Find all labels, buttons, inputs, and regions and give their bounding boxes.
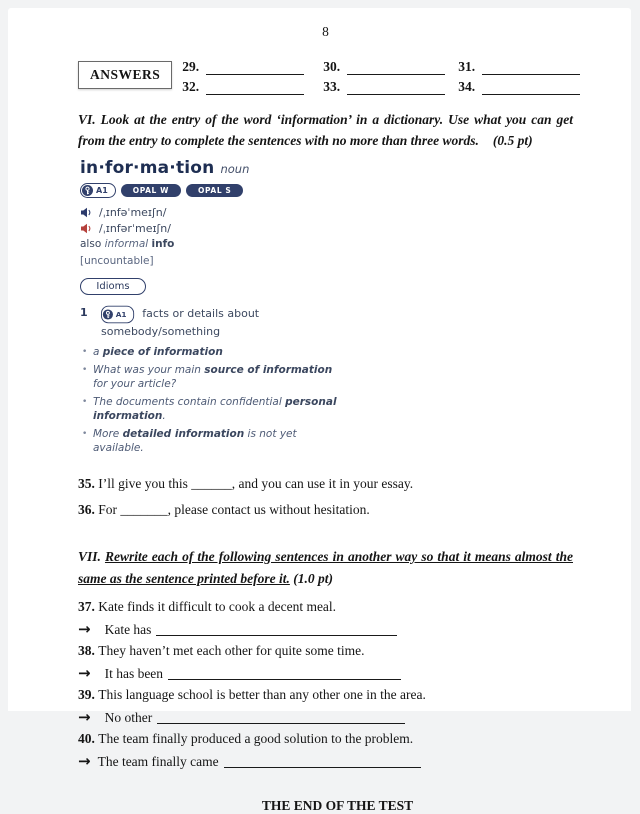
- sense-number: 1: [80, 306, 88, 319]
- bullet-icon: •: [82, 365, 88, 375]
- answer-cell: [458, 79, 580, 95]
- example-text: .: [162, 410, 166, 422]
- rewrite-blank-line: [157, 710, 405, 724]
- rewrite-answer-line: [78, 662, 573, 684]
- rewrite-item: [78, 684, 573, 728]
- rewrite-answer-line: [78, 706, 573, 728]
- rewrite-number: 40.: [78, 731, 99, 746]
- answer-blank-line: [482, 61, 580, 75]
- example-text: What was your main: [93, 364, 205, 376]
- rewrite-sentence-line: [78, 684, 573, 706]
- answer-blank-line: [206, 61, 304, 75]
- question-text: For _______, please contact us without hesitation.: [98, 502, 370, 517]
- rewrite-sentence-line: [78, 640, 573, 662]
- sense-level-badge: [101, 306, 134, 323]
- answers-row: [182, 75, 580, 95]
- level-badge-label: A1: [96, 186, 108, 195]
- answer-blank-line: [347, 81, 445, 95]
- level-badge: [80, 183, 116, 198]
- arrow-icon: →: [78, 620, 91, 638]
- section-vii-points: (1.0 pt): [293, 571, 333, 586]
- rewrite-sentence: Kate finds it difficult to cook a decent meal.: [98, 599, 337, 614]
- example-text: personal information: [93, 396, 337, 422]
- section-vii-label: VII.: [78, 549, 101, 564]
- example-text: source of information: [204, 364, 333, 376]
- end-of-test-label: THE END OF THE TEST: [261, 798, 414, 813]
- fill-questions: [78, 471, 573, 522]
- speaker-icon: [80, 207, 94, 218]
- example-text: is not yet available.: [93, 428, 297, 454]
- dictionary-example: [80, 427, 342, 455]
- answer-number: 30.: [323, 59, 341, 74]
- test-paper-page: [8, 8, 631, 813]
- question-text: I’ll give you this ______, and you can use it in your essay.: [98, 476, 414, 491]
- rewrite-blank-line: [156, 622, 397, 636]
- rewrite-stem: Kate has: [104, 622, 152, 637]
- sense-level-badge-label: A1: [115, 310, 127, 319]
- rewrite-sentence: This language school is better than any other one in the area.: [98, 687, 426, 702]
- register-label: informal: [104, 238, 149, 250]
- rewrite-answer-line: [78, 750, 573, 772]
- answer-cell: [323, 59, 445, 75]
- bullet-icon: •: [82, 429, 88, 439]
- answer-blank-line: [347, 61, 445, 75]
- answer-number: 32.: [182, 79, 200, 94]
- rewrite-item: [78, 596, 573, 640]
- answer-cell: [182, 79, 304, 95]
- fill-question: [78, 497, 573, 522]
- section-vii-text: Rewrite each of the following sentences in another way so that it means almost the same as the sentence printed before it.: [78, 549, 573, 586]
- rewrite-sentence-line: [78, 728, 573, 750]
- arrow-icon: →: [78, 708, 91, 726]
- sense-definition: facts or details about somebody/something: [101, 307, 260, 338]
- pronunciation-british: [80, 206, 342, 219]
- answer-cell: [458, 59, 580, 75]
- grammar-label: [uncountable]: [80, 255, 154, 267]
- ipa-british: /ˌɪnfəˈmeɪʃn/: [99, 206, 167, 219]
- key-icon: [103, 309, 113, 319]
- example-text: a: [93, 346, 103, 358]
- bullet-icon: •: [82, 397, 88, 407]
- answers-row: [182, 55, 580, 75]
- dictionary-example: [80, 395, 342, 423]
- rewrite-sentence-line: [78, 596, 573, 618]
- also-word: also: [80, 238, 102, 250]
- dictionary-headline: [80, 158, 342, 178]
- dictionary-example: [80, 345, 342, 359]
- page-number: 8: [322, 24, 329, 39]
- answer-number: 33.: [323, 79, 341, 94]
- short-form: info: [151, 238, 175, 250]
- section-vi-instruction: [78, 109, 573, 151]
- rewrite-blank-line: [168, 666, 401, 680]
- key-icon: [82, 185, 93, 196]
- rewrite-sentence: The team finally produced a good solution to the problem.: [98, 731, 414, 746]
- section-vii-instruction: [78, 546, 573, 590]
- rewrite-answer-line: [78, 618, 573, 640]
- fill-question: [78, 471, 573, 496]
- rewrite-questions: [78, 596, 573, 772]
- answer-number: 34.: [458, 79, 476, 94]
- speaker-icon: [80, 223, 94, 234]
- opal-w-badge: OPAL W: [121, 184, 181, 198]
- rewrite-item: [78, 640, 573, 684]
- rewrite-number: 38.: [78, 643, 99, 658]
- arrow-icon: →: [78, 664, 91, 682]
- example-text: detailed information: [122, 428, 245, 440]
- rewrite-stem: It has been: [104, 666, 164, 681]
- answers-section: [78, 55, 573, 95]
- pronunciation-american: [80, 222, 342, 235]
- answer-blank-line: [206, 81, 304, 95]
- idioms-button: Idioms: [80, 278, 146, 295]
- rewrite-item: [78, 728, 573, 772]
- rewrite-number: 37.: [78, 599, 99, 614]
- rewrite-sentence: They haven’t met each other for quite some time.: [98, 643, 365, 658]
- answer-number: 31.: [458, 59, 476, 74]
- answers-box-label: ANSWERS: [78, 61, 172, 89]
- rewrite-blank-line: [224, 754, 421, 768]
- answer-cell: [323, 79, 445, 95]
- example-text: More: [93, 428, 123, 440]
- section-vi-text: VI. Look at the entry of the word ‘information’ in a dictionary. Use what you can get from the entry to complete the sentences with no more than three words.: [78, 112, 573, 148]
- example-text: The documents contain confidential: [93, 396, 286, 408]
- dictionary-example: [80, 363, 342, 391]
- also-informal-line: [80, 238, 342, 250]
- answer-number: 29.: [182, 59, 200, 74]
- rewrite-number: 39.: [78, 687, 99, 702]
- question-number: 36.: [78, 502, 99, 517]
- bullet-icon: •: [82, 347, 88, 357]
- dictionary-badges: [80, 183, 342, 198]
- dictionary-headword: in·for·ma·tion: [80, 158, 215, 178]
- rewrite-stem: No other: [104, 710, 153, 725]
- ipa-american: /ˌɪnfərˈmeɪʃn/: [99, 222, 171, 235]
- section-vi-points: (0.5 pt): [492, 133, 533, 148]
- part-of-speech: noun: [220, 162, 250, 176]
- dict-examples: [80, 345, 342, 455]
- answers-grid: [182, 55, 580, 95]
- answer-blank-line: [482, 81, 580, 95]
- example-text: for your article?: [93, 378, 177, 390]
- sense-1: [80, 305, 342, 339]
- example-text: piece of information: [102, 346, 223, 358]
- answer-cell: [182, 59, 304, 75]
- rewrite-stem: The team finally came: [97, 754, 219, 769]
- arrow-icon: →: [78, 752, 91, 770]
- dictionary-entry: [80, 158, 342, 455]
- question-number: 35.: [78, 476, 99, 491]
- opal-s-badge: OPAL S: [186, 184, 243, 198]
